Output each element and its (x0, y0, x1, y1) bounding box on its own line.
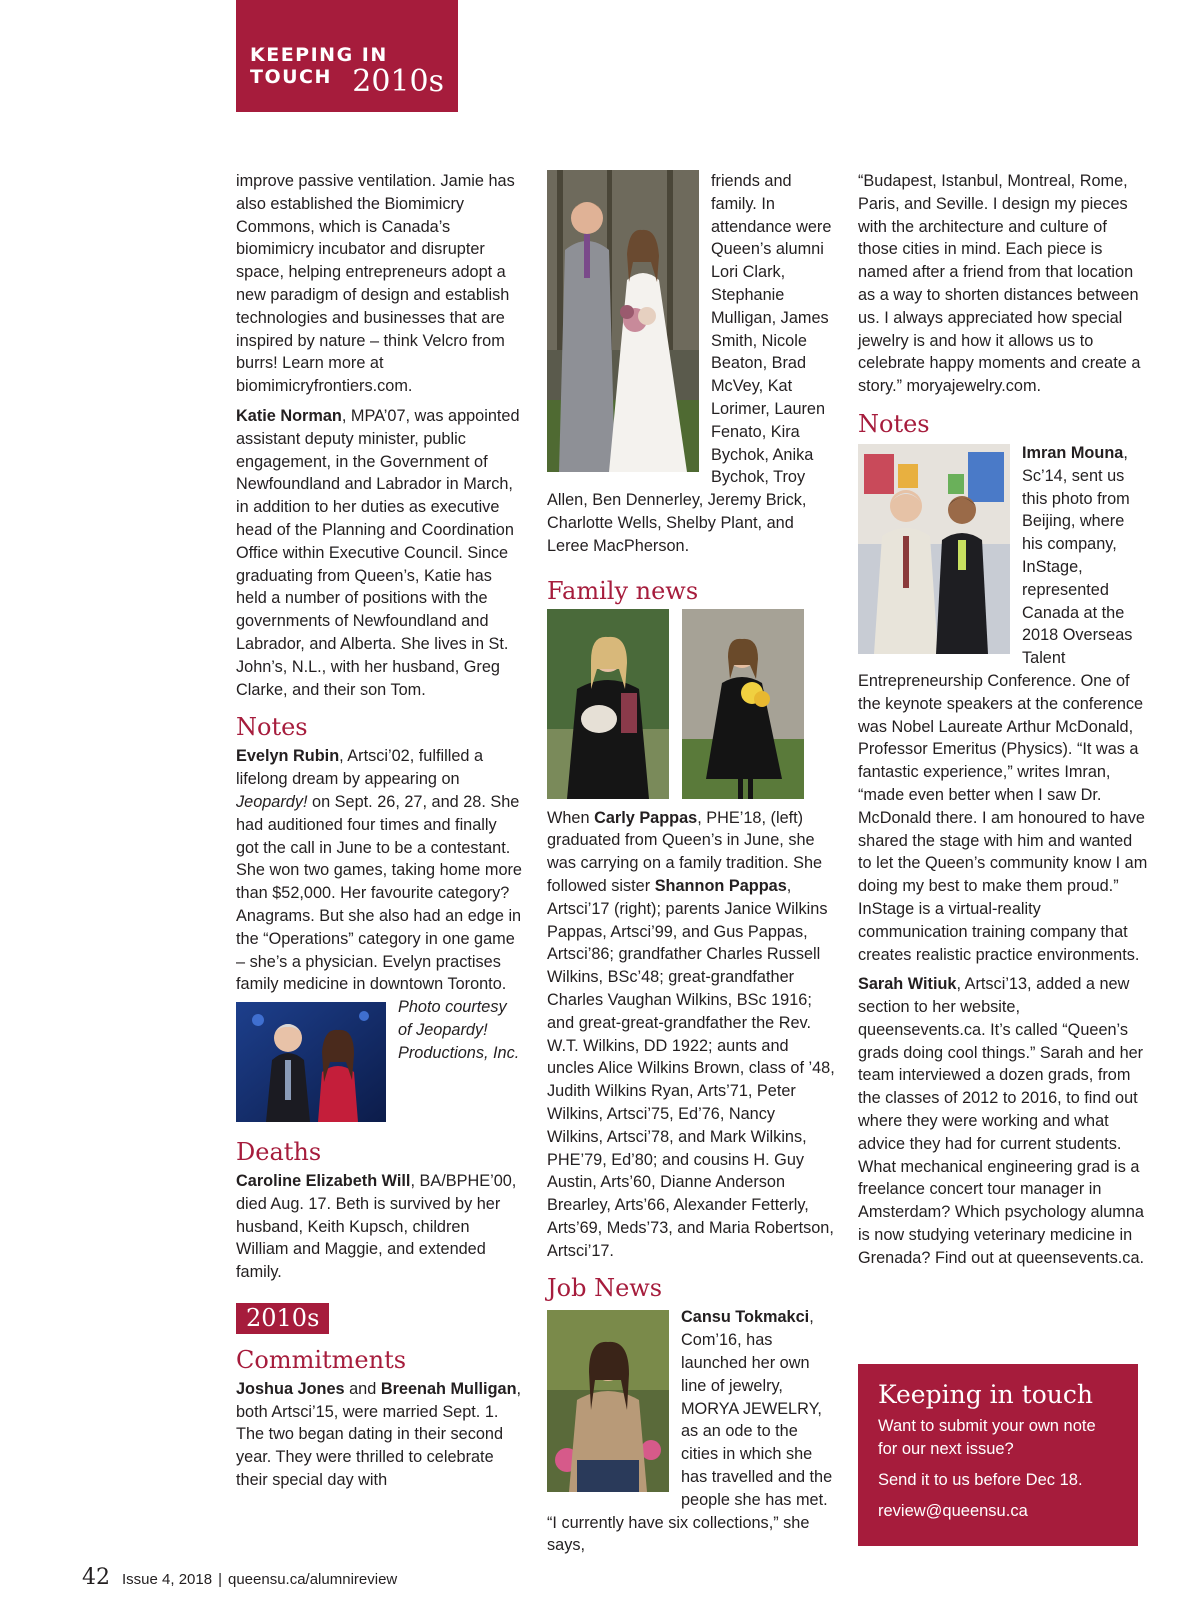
paragraph-caroline-will: Caroline Elizabeth Will, BA/BPHE’00, died Aug. 17. Beth is survived by her husband, Keith Kupsch, children William and Maggie, and extended family. (236, 1172, 517, 1282)
section-decade: 2010s (352, 64, 444, 99)
photo-carly-pappas (547, 609, 669, 799)
paragraph-wedding-guests: friends and family. In attendance were Queen’s alumni Lori Clark, Stephanie Mulligan, James Smith, Nicole Beaton, Brad McVey, Kat Lorimer, Lauren Fenato, Kira Bychok, Anika Bychok, Troy Allen, Ben Dennerley, Jeremy Brick, Charlotte Wells, Shelby Plant, and Leree MacPherson. (547, 172, 832, 555)
page-number: 42 (82, 1565, 110, 1590)
cta-line-1: Want to submit your own note for our next issue? (878, 1417, 1096, 1458)
photo-shannon-pappas (682, 609, 804, 799)
column-2 (547, 170, 835, 1564)
heading-family-news: Family news (547, 576, 699, 605)
name-katie-norman: Katie Norman (236, 406, 342, 425)
section-kicker: KEEPING IN TOUCH (250, 44, 388, 88)
name-joshua-jones: Joshua Jones (236, 1379, 345, 1398)
footer-url-link[interactable]: queensu.ca/alumnireview (227, 1571, 398, 1588)
cta-email-link[interactable]: review@queensu.ca (878, 1502, 1028, 1520)
photo-jeopardy (236, 1002, 386, 1122)
footer-separator: | (218, 1571, 222, 1588)
column-3 (858, 170, 1148, 1277)
heading-commitments: Commitments (236, 1345, 407, 1374)
paragraph-pappas-family: When Carly Pappas, PHE’18, (left) graduated from Queen’s in June, she was carrying on a family tradition. She followed sister Shannon Pappas, Artsci’17 (right); parents Janice Wilkins Pappas, Artsci’99, and Gus Pappas, Artsci’86; grandfather Charles Russell Wilkins, BSc’48; great-grandfather Charles Vaughan Wilkins, BSc 1916; and great-great-grandfather the Rev. W.T. Wilkins, DD 1922; aunts and uncles Alice Wilkins Brown, class of ’48, Judith Wilkins Ryan, Arts’71, Peter Wilkins, Artsci’75, Ed’76, Nancy Wilkins, Artsci’78, and Mark Wilkins, PHE’79, Ed’80; and cousins H. Guy Austin, Arts’60, Dianne Anderson Brearley, Arts’66, Alexander Fetterly, Arts’69, Meds’73, and Maria Robertson, Artsci’17. (547, 808, 835, 1260)
photo-imran-mouna (858, 444, 1010, 654)
name-cansu-tokmakci: Cansu Tokmakci (681, 1308, 810, 1327)
section-header (236, 0, 458, 112)
heading-deaths: Deaths (236, 1138, 322, 1167)
cta-title: Keeping in touch (878, 1380, 1093, 1409)
decade-badge: 2010s (236, 1303, 329, 1334)
paragraph-imran-mouna: Imran Mouna, Sc’14, sent us this photo from Beijing, where his company, InStage, represented Canada at the 2018 Overseas Talent Entrepreneurship Conference. One of the keynote speakers at the conference was Nobel Laureate Arthur McDonald, Professor Emeritus (Physics). “It was a fantastic experience,” writes Imran, “made even better when I saw Dr. McDonald there. I am honoured to have shared the stage with him and wanted to let the Queen’s community know I am doing my best to make them proud.” InStage is a virtual-reality communication training company that creates realistic practice environments. (858, 443, 1148, 964)
photo-cansu-tokmakci (547, 1310, 669, 1492)
keeping-in-touch-box (858, 1364, 1138, 1546)
name-caroline-will: Caroline Elizabeth Will (236, 1172, 411, 1191)
paragraph-jamie: improve passive ventilation. Jamie has also established the Biomimicry Commons, which is Canada’s biomimicry incubator and disrupter space, helping entrepreneurs adopt a new paradigm of design and establish technologies and businesses that are inspired by nature – think Velcro from burrs! Learn more at biomimicryfrontiers.com. (236, 172, 515, 396)
photo-pair-pappas (547, 609, 835, 799)
name-breenah-mulligan: Breenah Mulligan (380, 1379, 517, 1398)
page-footer (82, 1565, 397, 1590)
paragraph-katie-norman: Katie Norman, MPA’07, was appointed assistant deputy minister, public engagement, in the Government of Newfoundland and Labrador in March, in addition to her duties as executive head of the Planning and Coordination Office within Executive Council. Since graduating from Queen’s, Katie has held a number of positions with the governments of Newfoundland and Labrador, and Alberta. She lives in St. John’s, N.L., with her husband, Greg Clarke, and their son Tom. (236, 406, 520, 699)
paragraph-evelyn-rubin: Evelyn Rubin, Artsci’02, fulfilled a lifelong dream by appearing on Jeopardy! on Sept. 26, 27, and 28. She had auditioned four times and finally got the call in June to be a contestant. She won two games, taking home more than $52,000. Her favourite category? Anagrams. But she also had an edge in the “Operations” category in one game – she’s a physician. Evelyn practises family medicine in downtown Toronto. Photo courtesy of Jeopardy! Productions, Inc. (236, 745, 522, 1064)
photo-wedding (547, 170, 699, 472)
cta-line-2: Send it to us before Dec 18. (878, 1471, 1083, 1489)
name-sarah-witiuk: Sarah Witiuk (858, 975, 957, 994)
heading-notes: Notes (236, 713, 308, 742)
paragraph-jones-mulligan: Joshua Jones and Breenah Mulligan, both Artsci’15, were married Sept. 1. The two began dating in their second year. They were thrilled to celebrate their special day with (236, 1379, 522, 1490)
photo-credit: Photo courtesy of Jeopardy! Productions, Inc. (398, 998, 520, 1062)
paragraph-cansu-tokmakci: Cansu Tokmakci, Com’16, has launched her own line of jewelry, MORYA JEWELRY, as an ode to the cities in which she has travelled and the people she has met. “I currently have six collections,” she says, (547, 1308, 833, 1555)
name-shannon-pappas: Shannon Pappas (654, 876, 787, 895)
name-imran-mouna: Imran Mouna (1022, 443, 1124, 462)
name-carly-pappas: Carly Pappas (594, 808, 698, 827)
paragraph-sarah-witiuk: Sarah Witiuk, Artsci’13, added a new section to her website, queensevents.ca. It’s called “Queen’s grads doing cool things.” Sarah and her team interviewed a dozen grads, from the classes of 2012 to 2016, to find out where they were working and what advice they had for current students. What mechanical engineering grad is a freelance concert tour manager in Amsterdam? Which psychology alumna is now studying veterinary medicine in Grenada? Find out at queensevents.ca. (858, 975, 1145, 1267)
column-1 (236, 170, 522, 1499)
heading-job-news: Job News (547, 1274, 663, 1303)
heading-notes-2: Notes (858, 409, 930, 438)
issue-label: Issue 4, 2018 (122, 1571, 213, 1588)
paragraph-morya-quote: “Budapest, Istanbul, Montreal, Rome, Paris, and Seville. I design my pieces with the architecture and culture of those cities in mind. Each piece is named after a friend from that location as a way to shorten distances between us. I always appreciated how special jewelry is and how it allows us to celebrate happy moments and create a story.” moryajewelry.com. (858, 172, 1141, 396)
name-evelyn-rubin: Evelyn Rubin (236, 747, 340, 766)
